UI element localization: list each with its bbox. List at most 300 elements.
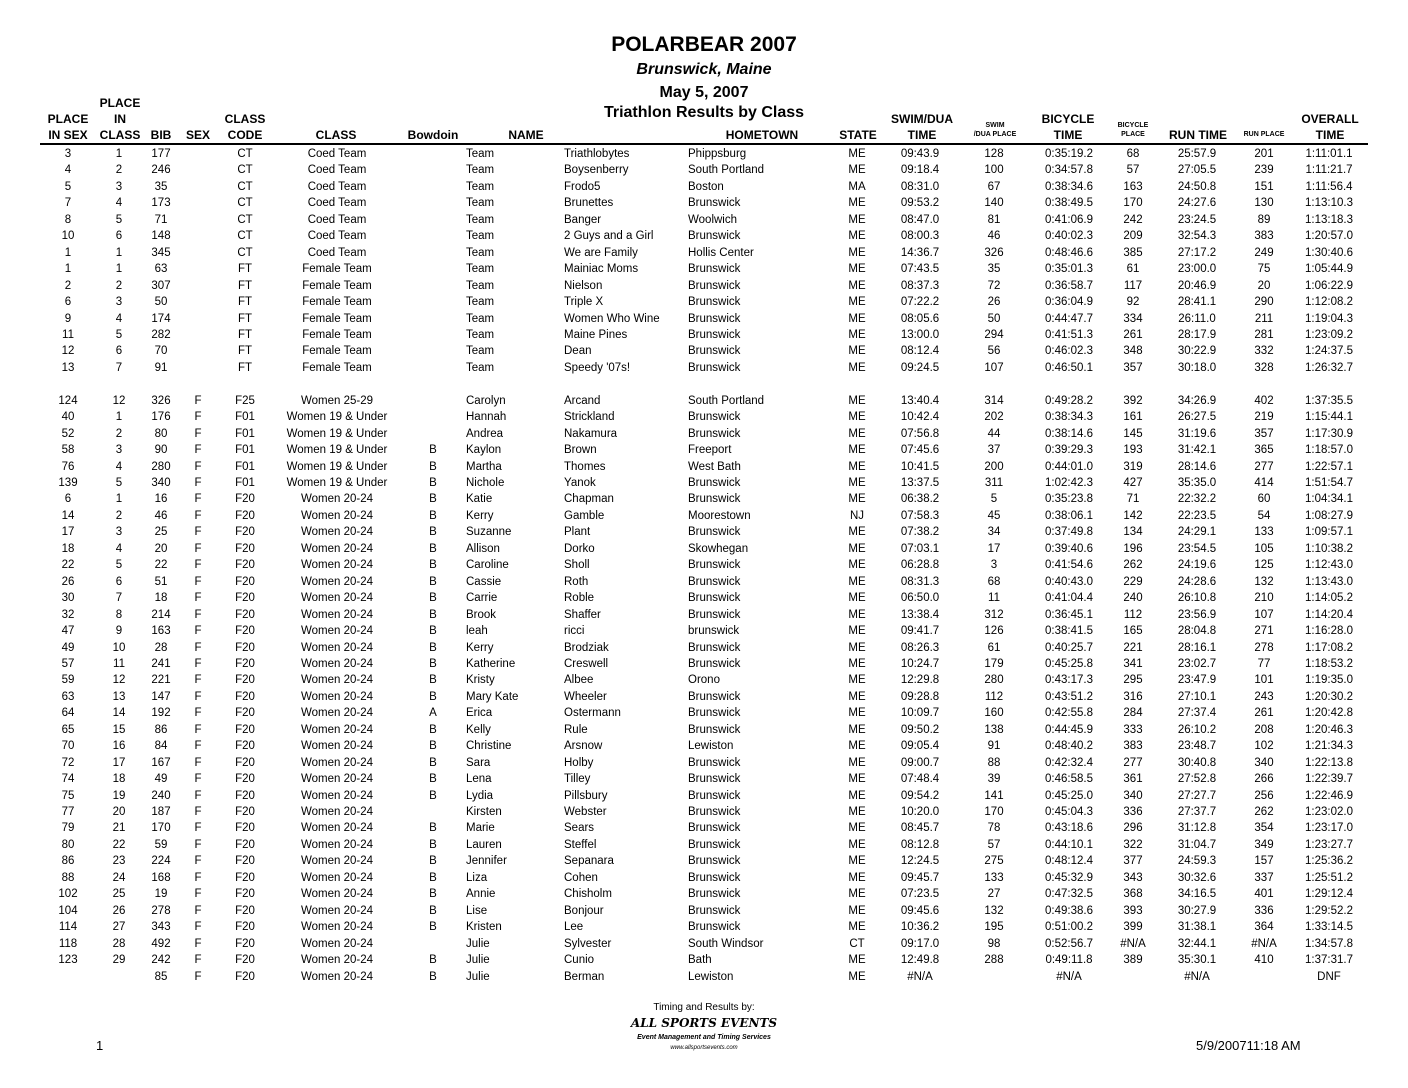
first-name-cell: Lydia <box>466 789 494 802</box>
table-row <box>0 574 1408 590</box>
swim-time-cell: 09:54.2 <box>900 789 940 802</box>
overall-time-cell: 1:13:18.3 <box>1305 213 1353 226</box>
swim-place-cell: 34 <box>987 526 1001 539</box>
bib-cell: 246 <box>151 164 171 177</box>
hometown-cell: Moorestown <box>688 509 751 522</box>
last-name-cell: Rule <box>564 723 588 736</box>
bike-place-cell: 221 <box>1123 641 1143 654</box>
sex-cell: F <box>194 690 202 703</box>
run-place-cell: 219 <box>1254 411 1274 424</box>
overall-time-cell: 1:13:43.0 <box>1305 575 1353 588</box>
swim-place-cell: 39 <box>987 773 1001 786</box>
class-cell: Women 20-24 <box>300 493 374 506</box>
swim-time-cell: 13:38.4 <box>900 608 940 621</box>
swim-place-cell: 98 <box>987 937 1001 950</box>
table-row <box>0 870 1408 886</box>
last-name-cell: Triple X <box>564 296 604 309</box>
sex-cell: F <box>194 592 202 605</box>
hometown-cell: Brunswick <box>688 806 741 818</box>
place-class-cell: 5 <box>115 477 123 489</box>
place-class-cell: 3 <box>115 444 123 457</box>
hometown-cell: Brunswick <box>688 723 741 736</box>
first-name-cell: Team <box>466 164 495 177</box>
run-place-cell: 54 <box>1257 509 1271 522</box>
class-code-cell: F20 <box>235 855 255 868</box>
place-class-cell: 21 <box>112 822 126 835</box>
class-cell: Women 19 & Under <box>286 477 388 489</box>
overall-time-cell: 1:24:37.5 <box>1305 345 1353 358</box>
swim-time-cell: 09:05.4 <box>900 740 940 753</box>
place-sex-cell: 59 <box>61 674 75 687</box>
table-row <box>0 327 1408 343</box>
bib-cell: 242 <box>151 954 171 967</box>
bike-time-cell: 0:42:55.8 <box>1045 707 1093 720</box>
hometown-cell: Brunswick <box>688 263 741 276</box>
run-time-cell: 35:30.1 <box>1177 954 1217 967</box>
class-cell: Women 20-24 <box>300 789 374 802</box>
sex-cell: F <box>194 773 202 786</box>
table-row <box>0 360 1408 376</box>
bike-place-cell: 284 <box>1123 707 1143 720</box>
bike-place-cell: 134 <box>1123 526 1143 539</box>
table-row <box>0 952 1408 968</box>
hometown-cell: Brunswick <box>688 921 741 934</box>
class-code-cell: F20 <box>235 608 255 621</box>
table-row <box>0 853 1408 869</box>
bowdoin-cell: B <box>429 493 437 506</box>
place-sex-cell: 58 <box>61 444 75 457</box>
bowdoin-cell: B <box>429 888 437 901</box>
state-cell: ME <box>848 361 866 374</box>
place-class-cell: 2 <box>115 279 123 292</box>
place-sex-cell: 139 <box>58 477 78 489</box>
state-cell: ME <box>848 542 866 555</box>
first-name-cell: Annie <box>466 888 496 901</box>
bike-place-cell: 368 <box>1123 888 1143 901</box>
first-name-cell: Team <box>466 345 495 358</box>
bib-cell: 170 <box>151 822 171 835</box>
bike-time-cell: 0:49:11.8 <box>1045 954 1093 967</box>
swim-place-cell: 68 <box>987 575 1001 588</box>
overall-time-cell: 1:11:01.1 <box>1305 148 1353 160</box>
bowdoin-cell: B <box>429 855 437 868</box>
first-name-cell: Suzanne <box>466 526 512 539</box>
state-cell: ME <box>848 230 866 243</box>
bib-cell: 345 <box>151 246 171 259</box>
hometown-cell: Brunswick <box>688 411 741 424</box>
place-sex-cell: 2 <box>64 279 72 292</box>
first-name-cell: Nichole <box>466 477 505 489</box>
overall-time-cell: 1:17:08.2 <box>1305 641 1353 654</box>
place-sex-cell: 6 <box>64 493 72 506</box>
sex-cell: F <box>194 904 202 917</box>
swim-time-cell: 09:24.5 <box>900 361 940 374</box>
last-name-cell: Pillsbury <box>564 789 608 802</box>
first-name-cell: Julie <box>466 970 490 983</box>
run-place-cell: 239 <box>1254 164 1274 177</box>
bib-cell: 25 <box>154 526 168 539</box>
bike-time-cell: 0:45:04.3 <box>1045 806 1093 818</box>
swim-time-cell: 08:37.3 <box>900 279 940 292</box>
sex-cell: F <box>194 625 202 638</box>
run-place-cell: 357 <box>1254 427 1274 440</box>
header-hometown: HOMETOWN <box>725 128 799 142</box>
state-cell: ME <box>848 394 866 407</box>
bike-place-cell: 296 <box>1123 822 1143 835</box>
table-row <box>0 261 1408 277</box>
swim-time-cell: 07:43.5 <box>900 263 940 276</box>
swim-time-cell: 06:50.0 <box>900 592 940 605</box>
swim-place-cell: 312 <box>984 608 1004 621</box>
bib-cell: 18 <box>154 592 168 605</box>
table-row <box>0 179 1408 195</box>
sex-cell: F <box>194 575 202 588</box>
place-sex-cell: 17 <box>61 526 75 539</box>
state-cell: ME <box>848 345 866 358</box>
run-place-cell: 151 <box>1254 180 1274 193</box>
class-code-cell: CT <box>237 164 253 177</box>
print-timestamp: 5/9/200711:18 AM <box>1196 1038 1301 1053</box>
swim-time-cell: 06:38.2 <box>900 493 940 506</box>
last-name-cell: Albee <box>564 674 594 687</box>
hometown-cell: Brunswick <box>688 312 741 325</box>
swim-time-cell: 07:22.2 <box>900 296 940 309</box>
class-cell: Women 20-24 <box>300 855 374 868</box>
table-row <box>0 788 1408 804</box>
class-cell: Women 20-24 <box>300 806 374 818</box>
swim-place-cell: 107 <box>984 361 1004 374</box>
last-name-cell: Mainiac Moms <box>564 263 639 276</box>
page-number: 1 <box>96 1038 104 1053</box>
state-cell: ME <box>848 197 866 210</box>
bike-place-cell: 242 <box>1123 213 1143 226</box>
first-name-cell: Team <box>466 180 495 193</box>
overall-time-cell: 1:18:53.2 <box>1305 657 1353 670</box>
hometown-cell: Brunswick <box>688 855 741 868</box>
last-name-cell: Speedy '07s! <box>564 361 631 374</box>
table-row <box>0 146 1408 162</box>
run-time-cell: 28:41.1 <box>1177 296 1217 309</box>
run-time-cell: 30:40.8 <box>1177 756 1217 769</box>
class-cell: Women 25-29 <box>300 394 374 407</box>
first-name-cell: Kelly <box>466 723 491 736</box>
class-code-cell: FT <box>237 361 253 374</box>
class-cell: Women 20-24 <box>300 888 374 901</box>
hometown-cell: Brunswick <box>688 345 741 358</box>
bike-time-cell: 0:46:02.3 <box>1045 345 1093 358</box>
first-name-cell: Team <box>466 246 495 259</box>
run-place-cell: 261 <box>1254 707 1274 720</box>
bike-place-cell: 357 <box>1123 361 1143 374</box>
place-class-cell: 1 <box>115 411 123 424</box>
state-cell: ME <box>848 690 866 703</box>
place-sex-cell: 9 <box>64 312 72 325</box>
table-row <box>0 903 1408 919</box>
state-cell: ME <box>848 164 866 177</box>
bike-place-cell: #N/A <box>1120 937 1146 950</box>
swim-time-cell: 09:43.9 <box>900 148 940 160</box>
place-sex-cell: 14 <box>61 509 75 522</box>
bib-cell: 176 <box>151 411 171 424</box>
class-code-cell: CT <box>237 213 253 226</box>
class-code-cell: FT <box>237 312 253 325</box>
state-cell: ME <box>848 592 866 605</box>
swim-place-cell: 200 <box>984 460 1004 473</box>
swim-place-cell: 311 <box>984 477 1004 489</box>
run-time-cell: 34:26.9 <box>1177 394 1217 407</box>
place-class-cell: 14 <box>112 707 126 720</box>
class-cell: Coed Team <box>307 230 367 243</box>
class-code-cell: F01 <box>235 444 255 457</box>
place-sex-cell: 10 <box>61 230 75 243</box>
table-row <box>0 820 1408 836</box>
sex-cell: F <box>194 509 202 522</box>
run-place-cell: 410 <box>1254 954 1274 967</box>
swim-place-cell: 170 <box>984 806 1004 818</box>
sex-cell: F <box>194 526 202 539</box>
state-cell: ME <box>848 773 866 786</box>
place-class-cell: 25 <box>112 888 126 901</box>
run-time-cell: 24:29.1 <box>1177 526 1217 539</box>
hometown-cell: Brunswick <box>688 657 741 670</box>
bike-place-cell: 193 <box>1123 444 1143 457</box>
last-name-cell: Nielson <box>564 279 603 292</box>
run-place-cell: 211 <box>1254 312 1274 325</box>
swim-place-cell: 37 <box>987 444 1001 457</box>
bowdoin-cell: B <box>429 592 437 605</box>
swim-place-cell: 100 <box>984 164 1004 177</box>
bike-place-cell: 240 <box>1123 592 1143 605</box>
bib-cell: 192 <box>151 707 171 720</box>
class-code-cell: CT <box>237 246 253 259</box>
place-class-cell: 5 <box>115 213 123 226</box>
bike-place-cell: 393 <box>1123 904 1143 917</box>
run-time-cell: 22:23.5 <box>1177 509 1217 522</box>
run-place-cell: 383 <box>1254 230 1274 243</box>
run-place-cell: 77 <box>1257 657 1271 670</box>
swim-place-cell: 46 <box>987 230 1001 243</box>
sex-cell: F <box>194 411 202 424</box>
header-name: NAME <box>508 128 544 142</box>
class-code-cell: F20 <box>235 921 255 934</box>
swim-place-cell: 140 <box>984 197 1004 210</box>
run-time-cell: 22:32.2 <box>1177 493 1217 506</box>
last-name-cell: Arsnow <box>564 740 603 753</box>
place-sex-cell: 80 <box>61 838 75 851</box>
overall-time-cell: 1:33:14.5 <box>1305 921 1353 934</box>
hometown-cell: Brunswick <box>688 690 741 703</box>
overall-time-cell: 1:18:57.0 <box>1305 444 1353 457</box>
bib-cell: 241 <box>151 657 171 670</box>
bib-cell: 280 <box>151 460 171 473</box>
bowdoin-cell: B <box>429 904 437 917</box>
place-class-cell: 1 <box>115 263 123 276</box>
class-code-cell: F20 <box>235 674 255 687</box>
swim-time-cell: 09:53.2 <box>900 197 940 210</box>
swim-time-cell: 09:50.2 <box>900 723 940 736</box>
overall-time-cell: 1:22:39.7 <box>1305 773 1353 786</box>
class-code-cell: FT <box>237 296 253 309</box>
sex-cell: F <box>194 921 202 934</box>
bike-place-cell: 341 <box>1123 657 1143 670</box>
bowdoin-cell: B <box>429 641 437 654</box>
bowdoin-cell: B <box>429 756 437 769</box>
swim-time-cell: 09:41.7 <box>900 625 940 638</box>
run-time-cell: 31:38.1 <box>1177 921 1217 934</box>
class-code-cell: F20 <box>235 509 255 522</box>
bike-place-cell: 361 <box>1123 773 1143 786</box>
bib-cell: 224 <box>151 855 171 868</box>
run-time-cell: 26:11.0 <box>1178 312 1216 325</box>
overall-time-cell: 1:37:35.5 <box>1305 394 1353 407</box>
last-name-cell: Maine Pines <box>564 328 628 341</box>
hometown-cell: Brunswick <box>688 838 741 851</box>
bib-cell: 46 <box>154 509 168 522</box>
table-row <box>0 804 1408 820</box>
first-name-cell: Mary Kate <box>466 690 519 703</box>
class-cell: Women 20-24 <box>300 740 374 753</box>
sex-cell: F <box>194 937 202 950</box>
place-sex-cell: 12 <box>61 345 75 358</box>
overall-time-cell: 1:19:04.3 <box>1305 312 1353 325</box>
bib-cell: 50 <box>154 296 168 309</box>
page-title: POLARBEAR 2007 <box>611 33 797 56</box>
state-cell: CT <box>849 937 865 950</box>
bowdoin-cell: B <box>429 838 437 851</box>
overall-time-cell: 1:23:27.7 <box>1305 838 1353 851</box>
class-cell: Female Team <box>302 361 372 374</box>
hometown-cell: Brunswick <box>688 822 741 835</box>
swim-time-cell: 08:05.6 <box>900 312 940 325</box>
header-overall: OVERALL TIME <box>1301 112 1359 142</box>
class-cell: Female Team <box>302 279 372 292</box>
bike-time-cell: 0:40:43.0 <box>1045 575 1093 588</box>
bike-place-cell: 319 <box>1123 460 1143 473</box>
bib-cell: 187 <box>151 806 171 818</box>
run-time-cell: 23:02.7 <box>1177 657 1217 670</box>
bike-time-cell: 0:41:04.4 <box>1045 592 1093 605</box>
run-time-cell: 27:52.8 <box>1177 773 1217 786</box>
last-name-cell: Roble <box>564 592 595 605</box>
swim-place-cell: 5 <box>990 493 998 506</box>
run-time-cell: 26:10.8 <box>1177 592 1217 605</box>
state-cell: ME <box>848 954 866 967</box>
bike-time-cell: 0:44:10.1 <box>1045 838 1093 851</box>
table-row <box>0 212 1408 228</box>
bike-place-cell: 277 <box>1123 756 1143 769</box>
bike-place-cell: 348 <box>1123 345 1143 358</box>
run-time-cell: 30:18.0 <box>1177 361 1217 374</box>
place-sex-cell: 18 <box>61 542 75 555</box>
swim-time-cell: 10:20.0 <box>900 806 940 818</box>
overall-time-cell: 1:14:05.2 <box>1305 592 1353 605</box>
overall-time-cell: 1:08:27.9 <box>1305 509 1353 522</box>
place-sex-cell: 3 <box>64 148 72 160</box>
run-place-cell: 328 <box>1254 361 1274 374</box>
swim-place-cell: 112 <box>984 690 1004 703</box>
bib-cell: 80 <box>154 427 168 440</box>
sex-cell: F <box>194 871 202 884</box>
bike-time-cell: 0:41:54.6 <box>1045 559 1093 572</box>
overall-time-cell: 1:37:31.7 <box>1305 954 1353 967</box>
last-name-cell: Boysenberry <box>564 164 629 177</box>
hometown-cell: Brunswick <box>688 789 741 802</box>
bib-cell: 307 <box>151 279 171 292</box>
swim-place-cell: 141 <box>984 789 1004 802</box>
table-row <box>0 969 1408 985</box>
place-class-cell: 3 <box>115 526 123 539</box>
place-class-cell: 6 <box>115 230 123 243</box>
last-name-cell: Brodziak <box>564 641 609 654</box>
run-time-cell: 20:46.9 <box>1177 279 1217 292</box>
bike-place-cell: 142 <box>1123 509 1143 522</box>
state-cell: ME <box>848 723 866 736</box>
results-subtitle: Triathlon Results by Class <box>603 104 805 121</box>
bib-cell: 326 <box>151 394 171 407</box>
class-cell: Women 19 & Under <box>286 411 388 424</box>
bowdoin-cell: B <box>429 575 437 588</box>
class-code-cell: F20 <box>235 707 255 720</box>
class-cell: Female Team <box>302 345 372 358</box>
swim-time-cell: 08:00.3 <box>900 230 940 243</box>
last-name-cell: Bonjour <box>564 904 604 917</box>
class-code-cell: F20 <box>235 657 255 670</box>
table-row <box>0 475 1408 491</box>
run-place-cell: 365 <box>1254 444 1274 457</box>
hometown-cell: Brunswick <box>688 608 741 621</box>
class-code-cell: F20 <box>235 575 255 588</box>
place-class-cell: 12 <box>112 394 126 407</box>
sex-cell: F <box>194 657 202 670</box>
bike-place-cell: 295 <box>1123 674 1143 687</box>
state-cell: ME <box>848 674 866 687</box>
run-time-cell: 27:05.5 <box>1177 164 1217 177</box>
first-name-cell: Kirsten <box>466 806 502 818</box>
state-cell: ME <box>848 328 866 341</box>
swim-time-cell: 08:31.0 <box>900 180 940 193</box>
swim-time-cell: 09:00.7 <box>900 756 940 769</box>
place-sex-cell: 8 <box>64 213 72 226</box>
class-cell: Female Team <box>302 296 372 309</box>
state-cell: ME <box>848 740 866 753</box>
swim-place-cell: 26 <box>987 296 1001 309</box>
bowdoin-cell: B <box>429 526 437 539</box>
first-name-cell: Lena <box>466 773 492 786</box>
sex-cell: F <box>194 806 202 818</box>
first-name-cell: Katie <box>466 493 493 506</box>
table-row <box>0 837 1408 853</box>
sex-cell: F <box>194 723 202 736</box>
swim-time-cell: 10:09.7 <box>900 707 940 720</box>
bike-time-cell: 0:49:28.2 <box>1045 394 1093 407</box>
state-cell: ME <box>848 148 866 160</box>
place-sex-cell: 57 <box>61 657 75 670</box>
hometown-cell: Brunswick <box>688 526 741 539</box>
run-place-cell: 243 <box>1254 690 1274 703</box>
class-cell: Women 20-24 <box>300 937 374 950</box>
last-name-cell: Holby <box>564 756 594 769</box>
class-code-cell: F01 <box>235 477 255 489</box>
swim-time-cell: 07:48.4 <box>900 773 940 786</box>
class-code-cell: F20 <box>235 838 255 851</box>
overall-time-cell: 1:25:51.2 <box>1305 871 1353 884</box>
last-name-cell: Gamble <box>564 509 605 522</box>
event-location: Brunswick, Maine <box>636 61 772 78</box>
last-name-cell: Creswell <box>564 657 609 670</box>
run-place-cell: 157 <box>1254 855 1274 868</box>
place-class-cell: 8 <box>115 608 123 621</box>
run-place-cell: 414 <box>1254 477 1274 489</box>
